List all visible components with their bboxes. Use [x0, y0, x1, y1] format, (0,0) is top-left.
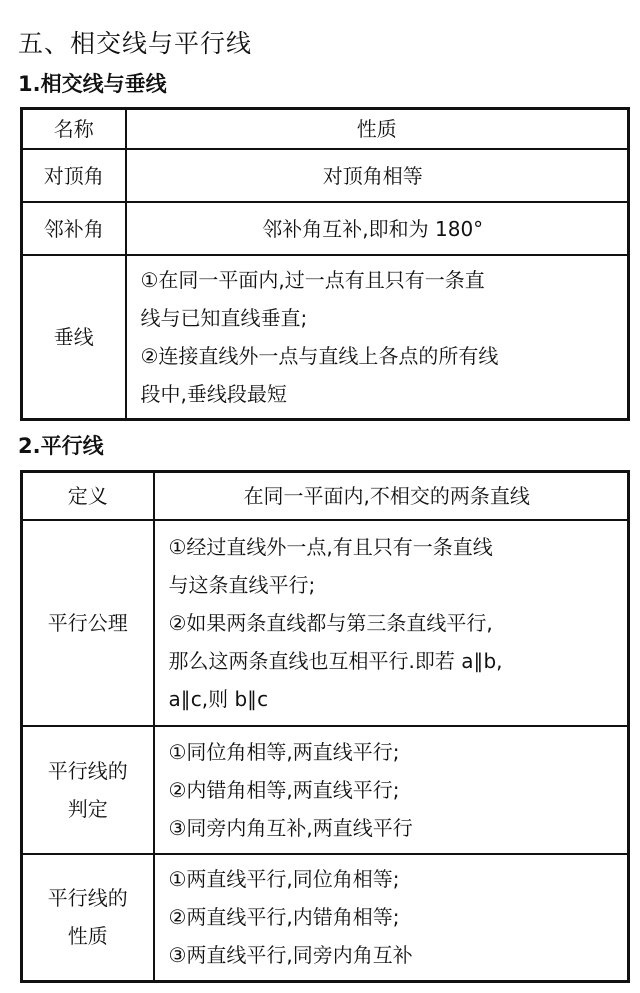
table-row: [22, 854, 629, 982]
property-line: 段中,垂线段最短: [140, 381, 287, 406]
section-title: 五、相交线与平行线: [18, 29, 253, 58]
parallel-lines-table: [20, 470, 630, 983]
name-line: 性质: [67, 924, 108, 949]
property-line: ①两直线平行,同位角相等;: [168, 867, 400, 892]
row-property: [154, 472, 629, 520]
table-row: [22, 202, 629, 255]
row-name: 邻补角: [22, 202, 126, 255]
property-line: 线与已知直线垂直;: [140, 305, 308, 330]
subsection-title-intersecting-lines: 1.相交线与垂线: [18, 72, 167, 96]
subsection-title-parallel-lines: 2.平行线: [18, 434, 104, 458]
property-line: ②如果两条直线都与第三条直线平行,: [168, 610, 493, 635]
property-line: 与这条直线平行;: [168, 572, 316, 597]
name-line: 平行线的: [47, 886, 128, 911]
row-property: [126, 149, 629, 202]
name-line: 定义: [67, 483, 108, 508]
header-name: 名称: [22, 109, 126, 150]
row-name: [22, 472, 154, 520]
property-line: ①同位角相等,两直线平行;: [168, 739, 400, 764]
table-row: [22, 520, 629, 726]
property-line: ③两直线平行,同旁内角互补: [168, 943, 413, 968]
table-row: [22, 149, 629, 202]
property-line: 那么这两条直线也互相平行.即若 a∥b,: [168, 648, 503, 673]
header-property: 性质: [126, 109, 629, 150]
property-line: ②连接直线外一点与直线上各点的所有线: [140, 343, 499, 368]
row-name: 垂线: [22, 255, 126, 419]
table-row: [22, 726, 629, 854]
table-row: [22, 472, 629, 520]
property-line: 在同一平面内,不相交的两条直线: [243, 483, 530, 508]
row-property: [154, 520, 629, 726]
row-name: [22, 520, 154, 726]
row-property: [126, 255, 629, 419]
table-header-row: [22, 109, 629, 150]
row-property: [126, 202, 629, 255]
property-line: 邻补角互补,即和为 180°: [262, 216, 484, 241]
property-line: ②内错角相等,两直线平行;: [168, 777, 400, 802]
intersecting-lines-table: [20, 107, 630, 421]
name-line: 平行公理: [47, 610, 128, 635]
property-line: ①在同一平面内,过一点有且只有一条直: [140, 267, 485, 292]
property-line: a∥c,则 b∥c: [168, 686, 269, 711]
row-property: [154, 854, 629, 982]
property-line: 对顶角相等: [322, 163, 423, 188]
row-name: [22, 854, 154, 982]
property-line: ②两直线平行,内错角相等;: [168, 905, 400, 930]
property-line: ③同旁内角互补,两直线平行: [168, 815, 413, 840]
property-line: ①经过直线外一点,有且只有一条直线: [168, 534, 493, 559]
row-property: [154, 726, 629, 854]
name-line: 判定: [67, 796, 108, 821]
name-line: 平行线的: [47, 758, 128, 783]
table-row: [22, 255, 629, 419]
row-name: [22, 726, 154, 854]
row-name: 对顶角: [22, 149, 126, 202]
